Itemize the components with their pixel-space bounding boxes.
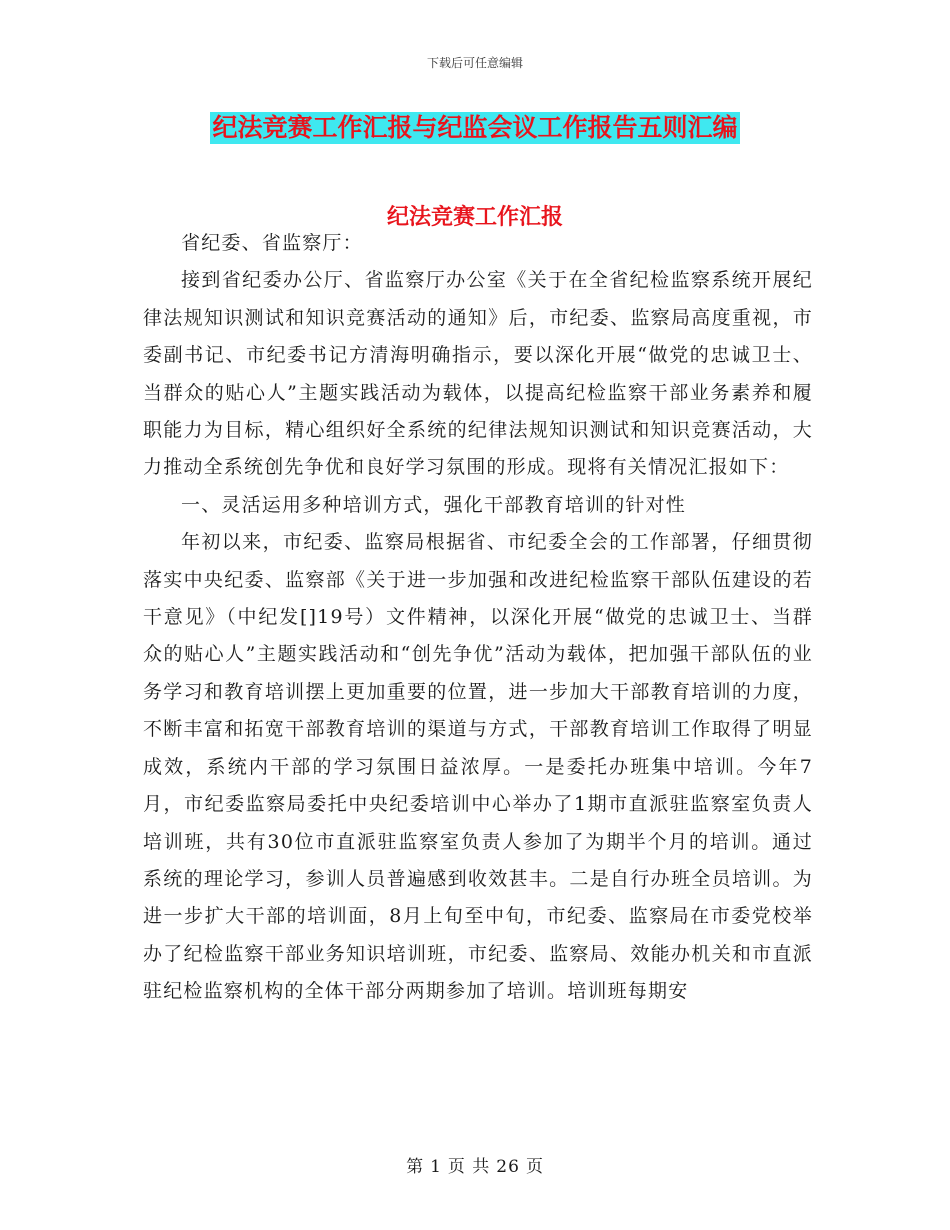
footer-page-number: 1 [430,1157,442,1177]
footer-suffix: 页 [525,1157,544,1177]
salutation-paragraph: 省纪委、省监察厅： [181,232,363,254]
document-body [143,225,813,1011]
body-paragraph: 年初以来，市纪委、监察局根据省、市纪委全会的工作部署，仔细贯彻落实中央纪委、监察部《关于进一步加强和改进纪检监察干部队伍建设的若干意见》（中纪发[]19号）文件精神，以深化开展“做党的忠诚卫士、当群众的贴心人”主题实践活动和“创先争优”活动为载体，把加强干部队伍的业务学习和教育培训摆上更加重要的位置，进一步加大干部教育培训的力度，不断丰富和拓宽干部教育培训的渠道与方式，干部教育培训工作取得了明显成效，系统内干部的学习氛围日益浓厚。一是委托办班集中培训。今年7月，市纪委监察局委托中央纪委培训中心举办了1期市直派驻监察室负责人培训班，共有30位市直派驻监察室负责人参加了为期半个月的培训。通过系统的理论学习，参训人员普遍感到收效甚丰。二是自行办班全员培训。为进一步扩大干部的培训面，8月上旬至中旬，市纪委、监察局在市委党校举办了纪检监察干部业务知识培训班，市纪委、监察局、效能办机关和市直派驻纪检监察机构的全体干部分两期参加了培训。培训班每期安 [143,531,813,1003]
footer-middle: 页 共 [447,1157,491,1177]
main-title-container [0,112,950,144]
section-title: 纪法竞赛工作汇报 [386,204,563,230]
header-note: 下载后可任意编辑 [426,56,523,70]
main-title: 纪法竞赛工作汇报与纪监会议工作报告五则汇编 [212,113,738,142]
footer-prefix: 第 [406,1157,425,1177]
page-footer [0,1152,950,1177]
section-heading-paragraph: 一、灵活运用多种培训方式，强化干部教育培训的针对性 [181,493,687,516]
footer-total-pages: 26 [496,1157,520,1177]
body-paragraph: 接到省纪委办公厅、省监察厅办公室《关于在全省纪检监察系统开展纪律法规知识测试和知识竞赛活动的通知》后，市纪委、监察局高度重视，市委副书记、市纪委书记方清海明确指示，要以深化开展“做党的忠诚卫士、当群众的贴心人”主题实践活动为载体，以提高纪检监察干部业务素养和履职能力为目标，精心组织好全系统的纪律法规知识测试和知识竞赛活动，大力推动全系统创先争优和良好学习氛围的形成。现将有关情况汇报如下： [143,269,813,479]
